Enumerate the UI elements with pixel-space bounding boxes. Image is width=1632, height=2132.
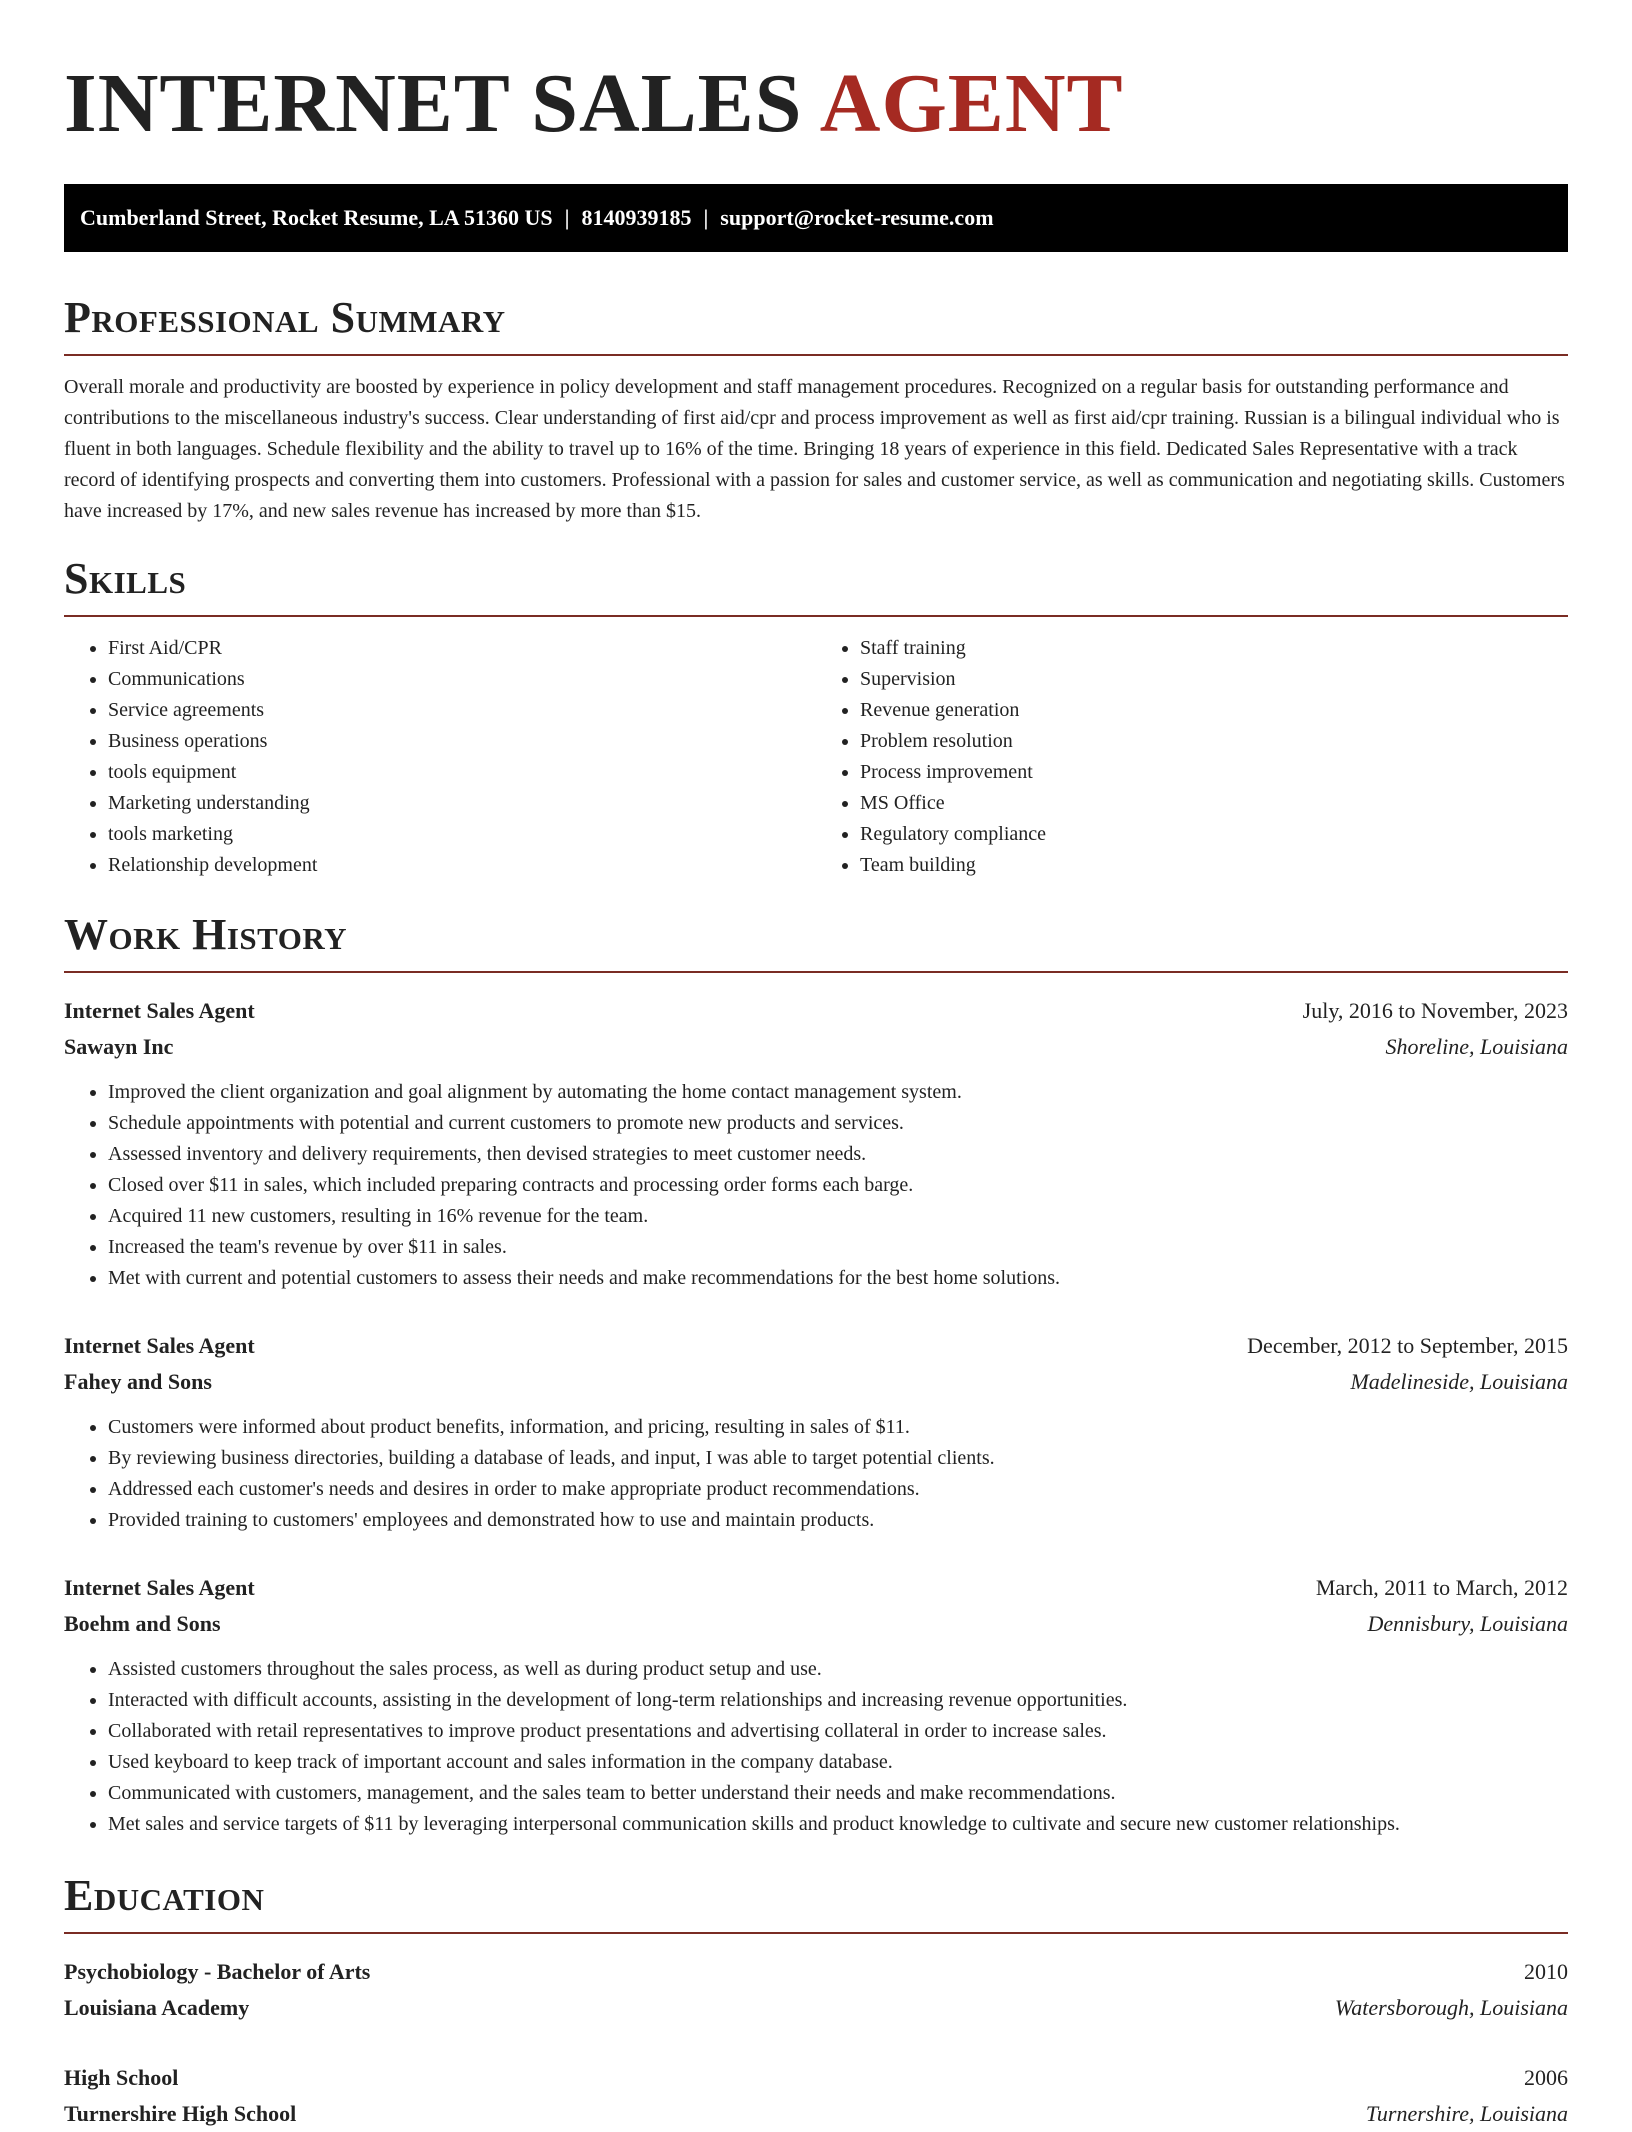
job-bullets — [64, 1077, 1568, 1294]
job-bullet: • Met with current and potential customers to assess their needs and make recommendations for the best home solutions. — [108, 1263, 1568, 1294]
contact-phone: 8140939185 — [581, 205, 692, 230]
job-role: Internet Sales Agent — [64, 1333, 255, 1358]
job-bullet: • Collaborated with retail representatives to improve product presentations and advertising collateral in order to increase sales. — [108, 1716, 1568, 1747]
skill-item: • Problem resolution — [860, 726, 1568, 757]
skill-item: • MS Office — [860, 788, 1568, 819]
summary-text: Overall morale and productivity are boosted by experience in policy development and staff management procedures. Recognized on a regular basis for outstanding performance and contributions to the miscellaneous industry's success. Clear understanding of first aid/cpr and process improvement as well as first aid/cpr training. Russian is a bilingual individual who is fluent in both languages. Schedule flexibility and the ability to travel up to 16% of the time. Bringing 18 years of experience in this field. Dedicated Sales Representative with a track record of identifying prospects and converting them into customers. Professional with a passion for sales and customer service, as well as communication and negotiating skills. Customers have increased by 17%, and new sales revenue has increased by more than $15. — [64, 376, 1565, 522]
education-degree-row — [64, 1954, 1568, 1990]
education-location: Watersborough, Louisiana — [1334, 1995, 1568, 2020]
contact-bar — [64, 184, 1568, 252]
skill-item: • Business operations — [108, 726, 816, 757]
job-location: Madelineside, Louisiana — [1350, 1369, 1568, 1394]
job-header-row — [64, 1570, 1568, 1606]
skill-item: • Communications — [108, 664, 816, 695]
skill-item: • Supervision — [860, 664, 1568, 695]
job-company-row — [64, 1029, 1568, 1065]
education-year: 2006 — [1524, 2065, 1568, 2090]
job-bullet: • Met sales and service targets of $11 by leveraging interpersonal communication skills and product knowledge to cultivate and secure new customer relationships. — [108, 1809, 1568, 1840]
section-title-skills: Skills — [64, 554, 187, 603]
education-degree: Psychobiology - Bachelor of Arts — [64, 1959, 371, 1984]
education-section — [64, 1870, 1568, 2132]
education-entry — [64, 1954, 1568, 2026]
job-bullet: • Schedule appointments with potential and current customers to promote new products and services. — [108, 1108, 1568, 1139]
job-role: Internet Sales Agent — [64, 1575, 255, 1600]
job-bullet: • Provided training to customers' employees and demonstrated how to use and maintain products. — [108, 1505, 1568, 1536]
job-entry — [64, 993, 1568, 1294]
job-bullet: • Interacted with difficult accounts, assisting in the development of long-term relationships and increasing revenue opportunities. — [108, 1685, 1568, 1716]
job-bullet: • Customers were informed about product benefits, information, and pricing, resulting in sales of $11. — [108, 1412, 1568, 1443]
job-bullet: • Acquired 11 new customers, resulting in 16% revenue for the team. — [108, 1201, 1568, 1232]
title-name: INTERNET SALES — [64, 57, 803, 150]
job-bullet: • Closed over $11 in sales, which included preparing contracts and processing order forms each barge. — [108, 1170, 1568, 1201]
section-divider — [64, 615, 1568, 617]
job-dates: December, 2012 to September, 2015 — [1247, 1333, 1568, 1358]
job-bullet: • Communicated with customers, management, and the sales team to better understand their needs and make recommendations. — [108, 1778, 1568, 1809]
section-divider — [64, 971, 1568, 973]
skills-column-left — [64, 633, 816, 881]
education-degree-row — [64, 2060, 1568, 2096]
job-header-row — [64, 1328, 1568, 1364]
education-year: 2010 — [1524, 1959, 1568, 1984]
job-entry — [64, 1328, 1568, 1536]
skill-item: • Team building — [860, 850, 1568, 881]
job-location: Shoreline, Louisiana — [1385, 1034, 1568, 1059]
job-bullet: • Improved the client organization and goal alignment by automating the home contact management system. — [108, 1077, 1568, 1108]
job-bullets — [64, 1654, 1568, 1840]
job-bullet: • Assessed inventory and delivery requirements, then devised strategies to meet customer needs. — [108, 1139, 1568, 1170]
job-dates: March, 2011 to March, 2012 — [1315, 1575, 1568, 1600]
job-location: Dennisbury, Louisiana — [1367, 1611, 1568, 1636]
skill-item: • Process improvement — [860, 757, 1568, 788]
job-company: Sawayn Inc — [64, 1034, 174, 1059]
resume-title — [64, 56, 1568, 152]
education-school-row — [64, 2096, 1568, 2132]
job-header-row — [64, 993, 1568, 1029]
job-company-row — [64, 1606, 1568, 1642]
job-dates: July, 2016 to November, 2023 — [1302, 998, 1568, 1023]
job-bullet: • Assisted customers throughout the sales process, as well as during product setup and use. — [108, 1654, 1568, 1685]
job-company: Fahey and Sons — [64, 1369, 212, 1394]
skill-item: • Staff training — [860, 633, 1568, 664]
contact-email: support@rocket-resume.com — [720, 205, 994, 230]
contact-separator: | — [564, 205, 570, 230]
skill-item: • Relationship development — [108, 850, 816, 881]
summary-section — [64, 292, 1568, 527]
contact-separator: | — [703, 205, 709, 230]
skill-item: • Service agreements — [108, 695, 816, 726]
skill-item: • First Aid/CPR — [108, 633, 816, 664]
job-company-row — [64, 1364, 1568, 1400]
skills-grid — [64, 633, 1568, 881]
job-bullet: • Increased the team's revenue by over $11 in sales. — [108, 1232, 1568, 1263]
education-school: Turnershire High School — [64, 2101, 297, 2126]
skill-item: • tools marketing — [108, 819, 816, 850]
job-bullet: • Addressed each customer's needs and desires in order to make appropriate product recommendations. — [108, 1474, 1568, 1505]
skill-item: • Revenue generation — [860, 695, 1568, 726]
job-entry — [64, 1570, 1568, 1840]
skills-column-right — [816, 633, 1568, 881]
education-school-row — [64, 1990, 1568, 2026]
work-history-section — [64, 909, 1568, 1840]
title-accent: AGENT — [819, 57, 1124, 150]
section-divider — [64, 354, 1568, 356]
skill-item: • tools equipment — [108, 757, 816, 788]
job-company: Boehm and Sons — [64, 1611, 221, 1636]
section-title-summary: Professional Summary — [64, 293, 506, 342]
job-role: Internet Sales Agent — [64, 998, 255, 1023]
section-divider — [64, 1932, 1568, 1934]
education-school: Louisiana Academy — [64, 1995, 250, 2020]
section-title-education: Education — [64, 1871, 265, 1920]
skill-item: • Marketing understanding — [108, 788, 816, 819]
education-location: Turnershire, Louisiana — [1365, 2101, 1568, 2126]
skills-section — [64, 553, 1568, 881]
contact-address: Cumberland Street, Rocket Resume, LA 51360 US — [80, 205, 553, 230]
skill-item: • Regulatory compliance — [860, 819, 1568, 850]
job-bullets — [64, 1412, 1568, 1536]
education-entry — [64, 2060, 1568, 2132]
job-bullet: • By reviewing business directories, building a database of leads, and input, I was able to target potential clients. — [108, 1443, 1568, 1474]
education-degree: High School — [64, 2065, 179, 2090]
job-bullet: • Used keyboard to keep track of important account and sales information in the company database. — [108, 1747, 1568, 1778]
section-title-work-history: Work History — [64, 910, 348, 959]
